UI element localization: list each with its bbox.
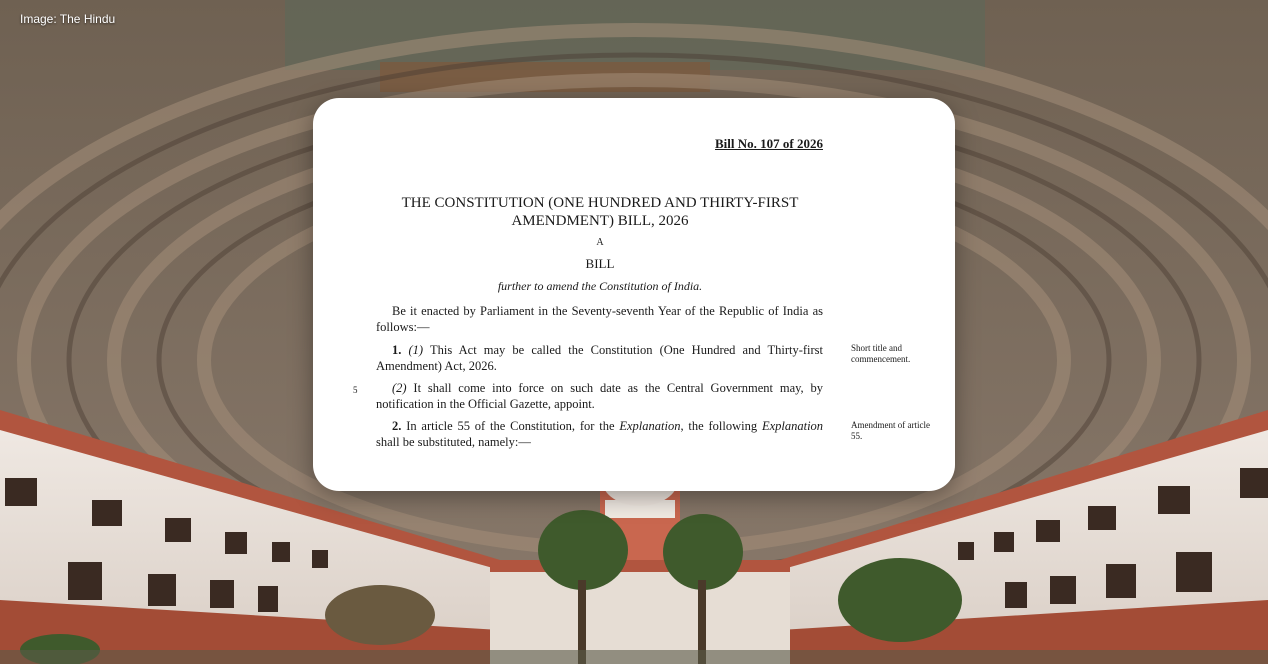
- image-credit: Image: The Hindu: [20, 12, 116, 26]
- margin-note-amendment: Amendment of article 55.: [851, 420, 930, 441]
- line-number: 5: [353, 385, 358, 395]
- section-2-text-before: In article 55 of the Constitution, for the: [406, 419, 615, 433]
- bill-title: THE CONSTITUTION (ONE HUNDRED AND THIRTY-FIRST AMENDMENT) BILL, 2026: [401, 195, 799, 229]
- article-a: A: [596, 237, 604, 248]
- section-1-2-text: It shall come into force on such date as the Central Government may, by notification in the Official Gazette, appoint.: [376, 381, 823, 411]
- bill-purpose: further to amend the Constitution of India.: [497, 279, 703, 293]
- bill-document-card: [313, 98, 955, 491]
- section-2: [376, 418, 823, 450]
- section-1-1: [376, 342, 823, 374]
- section-1-1-text: This Act may be called the Constitution (One Hundred and Thirty-first Amendment) Act, 2026.: [376, 343, 824, 373]
- enacting-clause: Be it enacted by Parliament in the Seventy-seventh Year of the Republic of India as follows:—: [376, 304, 823, 334]
- subsection-2-label: (2): [392, 381, 407, 395]
- section-1-2: [376, 380, 823, 412]
- bill-heading: BILL: [585, 256, 615, 271]
- section-2-text-middle: , the following: [680, 419, 758, 433]
- margin-note-short-title: Short title and commencement.: [851, 343, 911, 364]
- subsection-1-label: (1): [408, 343, 424, 357]
- section-2-number: 2.: [392, 419, 402, 433]
- bill-number: Bill No. 107 of 2026: [715, 136, 823, 151]
- section-1-number: 1.: [392, 343, 402, 357]
- section-2-explanation-2: Explanation: [761, 419, 824, 433]
- section-2-text-after: shall be substituted, namely:—: [376, 435, 531, 449]
- section-2-explanation-1: Explanation: [619, 419, 681, 433]
